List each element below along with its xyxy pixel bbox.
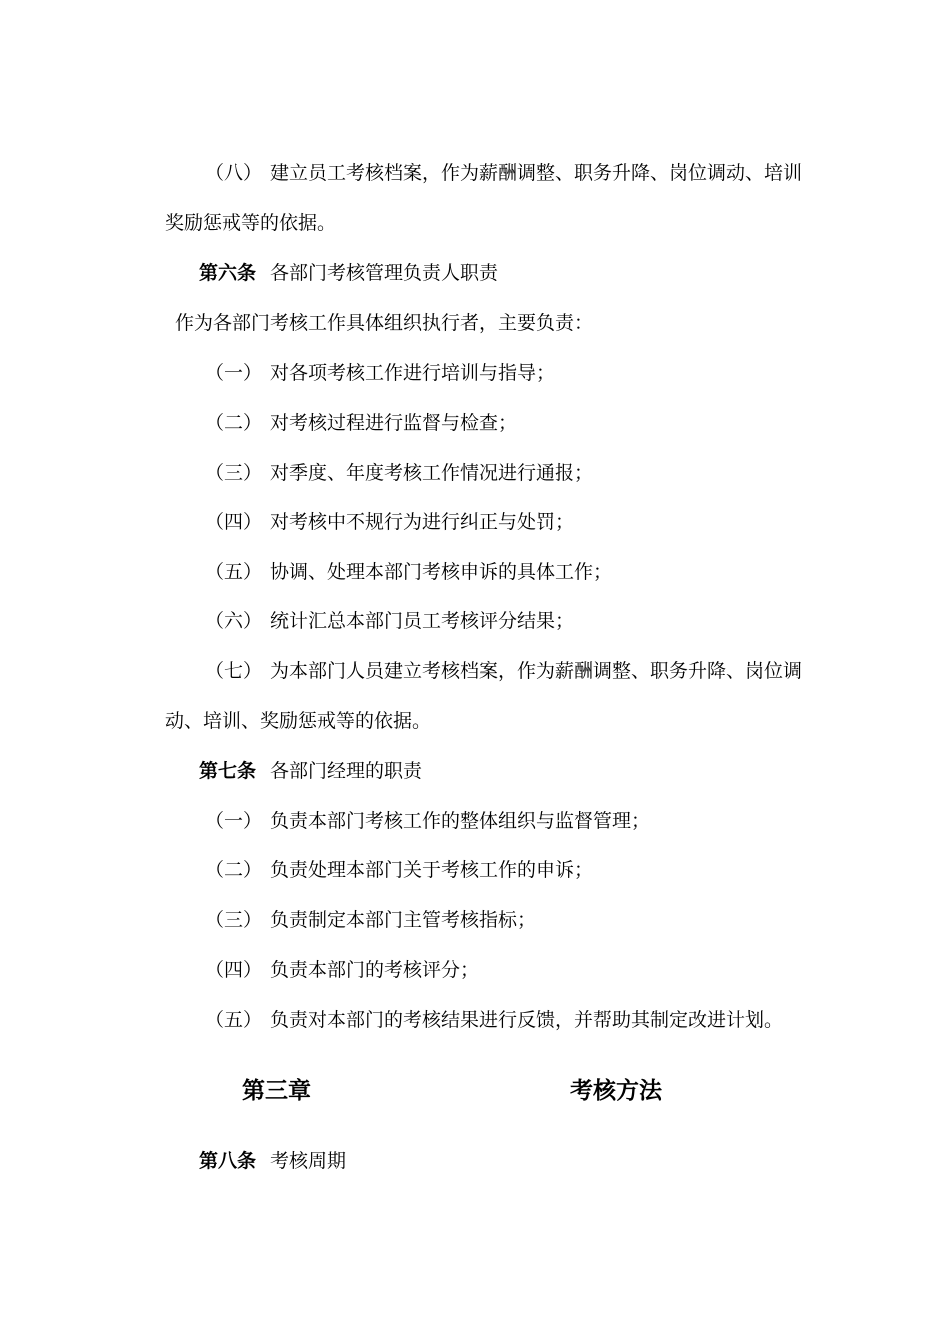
item-text: 负责本部门考核工作的整体组织与监督管理； bbox=[270, 810, 651, 832]
item-number: （五） bbox=[205, 1009, 263, 1031]
article-title: 考核周期 bbox=[270, 1150, 347, 1172]
item-text: 为本部门人员建立考核档案，作为薪酬调整、职务升降、岗位调 bbox=[270, 660, 803, 682]
article-number: 第八条 bbox=[199, 1150, 257, 1172]
item-text: 建立员工考核档案，作为薪酬调整、职务升降、岗位调动、培训 bbox=[270, 162, 803, 184]
chapter-label: 第三章 bbox=[242, 1078, 311, 1104]
item-text: 负责本部门的考核评分； bbox=[270, 959, 480, 981]
item-text: 对季度、年度考核工作情况进行通报； bbox=[270, 462, 594, 484]
item-text: 负责制定本部门主管考核指标； bbox=[270, 909, 537, 931]
item-number: （一） bbox=[205, 810, 263, 832]
item-text-continuation: 奖励惩戒等的依据。 bbox=[165, 212, 337, 234]
article-number: 第七条 bbox=[199, 760, 257, 782]
item-text: 统计汇总本部门员工考核评分结果； bbox=[270, 610, 575, 632]
item-text-continuation: 动、培训、奖励惩戒等的依据。 bbox=[165, 710, 432, 732]
item-text: 对考核过程进行监督与检查； bbox=[270, 412, 518, 434]
chapter-title: 考核方法 bbox=[570, 1078, 662, 1104]
item-text: 协调、处理本部门考核申诉的具体工作； bbox=[270, 561, 613, 583]
item-number: （三） bbox=[205, 462, 263, 484]
item-number: （七） bbox=[205, 660, 263, 682]
article-8-heading bbox=[199, 1148, 346, 1174]
item-text: 负责对本部门的考核结果进行反馈，并帮助其制定改进计划。 bbox=[270, 1009, 784, 1031]
item-text: 对考核中不规行为进行纠正与处罚； bbox=[270, 511, 575, 533]
article-7-heading bbox=[199, 758, 422, 784]
item-number: （八） bbox=[205, 162, 263, 184]
item-number: （四） bbox=[205, 959, 263, 981]
item-number: （一） bbox=[205, 362, 263, 384]
item-text: 对各项考核工作进行培训与指导； bbox=[270, 362, 556, 384]
item-number: （四） bbox=[205, 511, 263, 533]
article-6-heading bbox=[199, 260, 498, 286]
item-number: （五） bbox=[205, 561, 263, 583]
article-title: 各部门经理的职责 bbox=[270, 760, 423, 782]
item-text: 负责处理本部门关于考核工作的申诉； bbox=[270, 859, 594, 881]
item-number: （二） bbox=[205, 859, 263, 881]
item-number: （二） bbox=[205, 412, 263, 434]
item-number: （六） bbox=[205, 610, 263, 632]
article-title: 各部门考核管理负责人职责 bbox=[270, 262, 499, 284]
item-number: （三） bbox=[205, 909, 263, 931]
article-number: 第六条 bbox=[199, 262, 257, 284]
article-6-intro: 作为各部门考核工作具体组织执行者，主要负责： bbox=[175, 312, 594, 334]
